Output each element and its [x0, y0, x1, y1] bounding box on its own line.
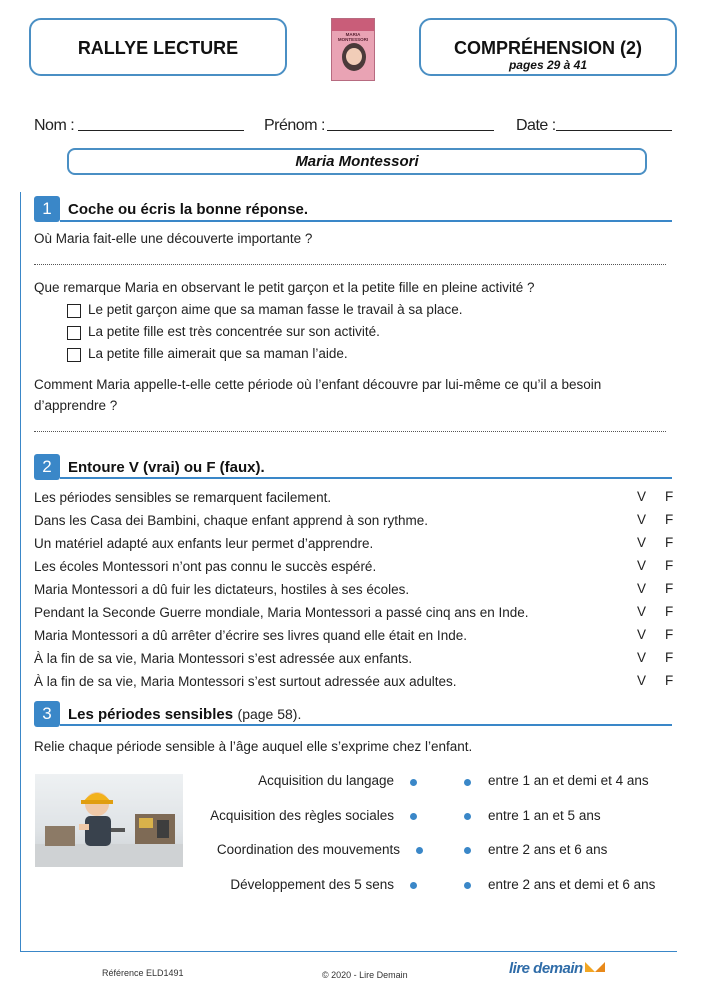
statement-row: [34, 627, 674, 650]
statement-text: Maria Montessori a dû fuir les dictateurs, hostiles à ses écoles.: [34, 582, 410, 597]
false-choice[interactable]: F: [665, 627, 674, 642]
right-link-dot[interactable]: [464, 779, 471, 786]
false-choice[interactable]: F: [665, 558, 674, 573]
nom-label: Nom :: [34, 117, 75, 134]
true-choice[interactable]: V: [637, 535, 647, 550]
false-choice[interactable]: F: [665, 489, 674, 504]
statement-row: [34, 512, 674, 535]
left-link-dot[interactable]: [410, 813, 417, 820]
book-logo-icon: [585, 962, 605, 972]
section-3-heading: [68, 706, 301, 724]
question-1: Où Maria fait-elle une découverte importante ?: [34, 231, 313, 246]
statement-row: [34, 581, 674, 604]
false-choice[interactable]: F: [665, 512, 674, 527]
option-1-label: Le petit garçon aime que sa maman fasse le travail à sa place.: [88, 302, 463, 317]
true-choice[interactable]: V: [637, 512, 647, 527]
false-choice[interactable]: F: [665, 535, 674, 550]
right-link-dot[interactable]: [464, 882, 471, 889]
question-3-line-2: d’apprendre ?: [34, 398, 118, 413]
left-link-dot[interactable]: [410, 779, 417, 786]
date-field[interactable]: [556, 130, 672, 131]
statement-text: Les périodes sensibles se remarquent facilement.: [34, 490, 332, 505]
book-cover-title: MARIA MONTESSORI: [337, 32, 369, 42]
footer-reference: Référence ELD1491: [102, 968, 184, 978]
left-link-dot[interactable]: [416, 847, 423, 854]
statement-row: [34, 535, 674, 558]
pages-subtitle: pages 29 à 41: [508, 58, 588, 72]
statement-list: [34, 489, 674, 696]
question-3-line-1: Comment Maria appelle-t-elle cette période où l’enfant découvre par lui-même ce qu’il a besoin: [34, 377, 602, 392]
section-1-title: Coche ou écris la bonne réponse.: [68, 201, 309, 218]
period-movement: Coordination des mouvements: [216, 842, 400, 857]
child-builder-photo: [35, 774, 183, 867]
answer-line-1[interactable]: [34, 264, 666, 265]
true-choice[interactable]: V: [637, 604, 647, 619]
comprehension-title: COMPRÉHENSION (2): [453, 38, 642, 58]
age-range-3: entre 2 ans et 6 ans: [488, 842, 608, 857]
false-choice[interactable]: F: [665, 673, 674, 688]
true-choice[interactable]: V: [637, 650, 647, 665]
section-1-number: 1: [34, 196, 60, 222]
statement-row: [34, 558, 674, 581]
true-choice[interactable]: V: [637, 558, 647, 573]
section-2-title: Entoure V (vrai) ou F (faux).: [68, 459, 265, 476]
statement-row: [34, 650, 674, 673]
statement-text: Dans les Casa dei Bambini, chaque enfant apprend à son rythme.: [34, 513, 428, 528]
section-1-rule: [60, 220, 672, 222]
right-link-dot[interactable]: [464, 813, 471, 820]
rallye-title: RALLYE LECTURE: [77, 38, 239, 58]
statement-text: Un matériel adapté aux enfants leur permet d’apprendre.: [34, 536, 374, 551]
section-3-rule: [60, 724, 672, 726]
left-margin-rule: [20, 192, 21, 952]
true-choice[interactable]: V: [637, 673, 647, 688]
logo-text: lire demain: [509, 960, 583, 977]
false-choice[interactable]: F: [665, 604, 674, 619]
book-title: Maria Montessori: [295, 153, 419, 170]
statement-text: À la fin de sa vie, Maria Montessori s’est surtout adressée aux adultes.: [34, 674, 457, 689]
section-3-number: 3: [34, 701, 60, 727]
statement-row: [34, 673, 674, 696]
option-3-label: La petite fille aimerait que sa maman l’aide.: [88, 346, 348, 361]
age-range-1: entre 1 an et demi et 4 ans: [488, 773, 649, 788]
nom-field[interactable]: [78, 130, 244, 131]
bottom-rule: [20, 951, 677, 952]
section-3-title-suffix: (page 58).: [237, 706, 302, 722]
checkbox-option-2[interactable]: [67, 326, 81, 340]
statement-text: Maria Montessori a dû arrêter d’écrire ses livres quand elle était en Inde.: [34, 628, 467, 643]
statement-text: Pendant la Seconde Guerre mondiale, Maria Montessori a passé cinq ans en Inde.: [34, 605, 529, 620]
age-range-4: entre 2 ans et demi et 6 ans: [488, 877, 656, 892]
section-2-number: 2: [34, 454, 60, 480]
age-range-2: entre 1 an et 5 ans: [488, 808, 601, 823]
section-2-rule: [60, 477, 672, 479]
true-choice[interactable]: V: [637, 489, 647, 504]
section-3-title: Les périodes sensibles: [68, 706, 234, 723]
checkbox-option-3[interactable]: [67, 348, 81, 362]
header-right-box: [419, 18, 677, 76]
true-choice[interactable]: V: [637, 581, 647, 596]
header-left-box: [29, 18, 287, 76]
statement-row: [34, 604, 674, 627]
answer-line-3[interactable]: [34, 431, 666, 432]
statement-row: [34, 489, 674, 512]
footer-copyright: © 2020 - Lire Demain: [322, 970, 408, 980]
question-2: Que remarque Maria en observant le petit garçon et la petite fille en pleine activité ?: [34, 280, 535, 295]
statement-text: À la fin de sa vie, Maria Montessori s’est adressée aux enfants.: [34, 651, 413, 666]
checkbox-option-1[interactable]: [67, 304, 81, 318]
statement-text: Les écoles Montessori n’ont pas connu le succès espéré.: [34, 559, 377, 574]
prenom-field[interactable]: [327, 130, 494, 131]
lire-demain-logo: [509, 960, 609, 986]
prenom-label: Prénom :: [264, 117, 325, 134]
period-social-rules: Acquisition des règles sociales: [210, 808, 394, 823]
true-choice[interactable]: V: [637, 627, 647, 642]
book-cover-image: [331, 18, 375, 81]
section-3-instruction: Relie chaque période sensible à l’âge auquel elle s’exprime chez l’enfant.: [34, 739, 473, 754]
period-senses: Développement des 5 sens: [230, 877, 394, 892]
period-language: Acquisition du langage: [258, 773, 394, 788]
option-2-label: La petite fille est très concentrée sur son activité.: [88, 324, 380, 339]
false-choice[interactable]: F: [665, 650, 674, 665]
false-choice[interactable]: F: [665, 581, 674, 596]
book-title-bar: [67, 148, 647, 175]
right-link-dot[interactable]: [464, 847, 471, 854]
date-label: Date :: [516, 117, 556, 134]
left-link-dot[interactable]: [410, 882, 417, 889]
